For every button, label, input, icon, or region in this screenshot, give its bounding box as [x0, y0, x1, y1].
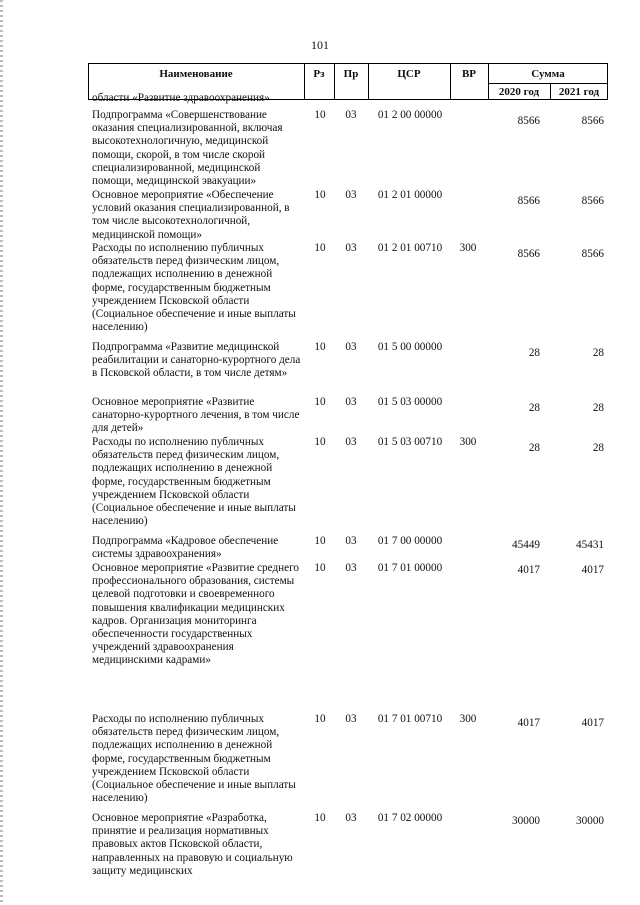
row-sum-2020: 30000	[512, 815, 540, 827]
row-name: Подпрограмма «Совершенствование оказания специализированной, включая высокотехнологичную, медицинской помощи, скорой, в том числе скорой специализированной, медицинской помощи, медицинской эвакуации»	[92, 109, 283, 188]
row-sum-2021: 8566	[581, 195, 604, 207]
row-rz: 10	[314, 562, 326, 574]
row-csr: 01 2 00 00000	[377, 109, 443, 121]
row-sum-2020: 8566	[517, 248, 540, 260]
row-sum-2021: 4017	[581, 564, 604, 576]
row-sum-2020: 4017	[517, 564, 540, 576]
header-2020: 2020 год	[498, 86, 540, 98]
row-csr: 01 7 00 00000	[377, 535, 443, 547]
row-sum-2021: 28	[592, 442, 604, 454]
row-sum-2021: 28	[592, 402, 604, 414]
row-name: Основное мероприятие «Обеспечение условий оказания специализированной, в том числе высокотехнологичной, медицинской помощи»	[92, 189, 290, 241]
row-sum-2021: 28	[592, 347, 604, 359]
row-csr: 01 5 03 00710	[377, 436, 443, 448]
header-2021: 2021 год	[558, 86, 600, 98]
row-pr: 03	[345, 562, 357, 574]
row-sum-2020: 28	[528, 402, 540, 414]
row-csr: 01 7 01 00710	[377, 713, 443, 725]
row-rz: 10	[314, 341, 326, 353]
row-sum-2021: 30000	[576, 815, 604, 827]
row-name: Расходы по исполнению публичных обязательств перед физическим лицом, подлежащих исполнению в денежной форме, государственным бюджетным учреждением Псковской области (Социальное обеспечение и иные выплаты населению)	[92, 713, 296, 805]
header-pr: Пр	[343, 68, 359, 80]
row-sum-2021: 8566	[581, 248, 604, 260]
row-pr: 03	[345, 535, 357, 547]
row-name: области «Развитие здравоохранения»	[92, 92, 270, 104]
row-sum-2020: 8566	[517, 195, 540, 207]
row-rz: 10	[314, 242, 326, 254]
row-name: Основное мероприятие «Развитие санаторно-курортного лечения, в том числе для детей»	[92, 396, 300, 435]
row-csr: 01 2 01 00000	[377, 189, 443, 201]
row-csr: 01 5 03 00000	[377, 396, 443, 408]
row-rz: 10	[314, 189, 326, 201]
row-rz: 10	[314, 109, 326, 121]
row-sum-2020: 28	[528, 442, 540, 454]
row-rz: 10	[314, 812, 326, 824]
header-sum: Сумма	[531, 68, 565, 80]
row-rz: 10	[314, 396, 326, 408]
row-sum-2020: 4017	[517, 717, 540, 729]
row-rz: 10	[314, 535, 326, 547]
row-csr: 01 5 00 00000	[377, 341, 443, 353]
page-number: 101	[311, 38, 329, 52]
row-sum-2020: 45449	[512, 539, 540, 551]
row-rz: 10	[314, 713, 326, 725]
row-vr: 300	[459, 436, 477, 448]
row-sum-2021: 4017	[581, 717, 604, 729]
row-vr: 300	[459, 713, 477, 725]
row-name: Расходы по исполнению публичных обязательств перед физическим лицом, подлежащих исполнению в денежной форме, государственным бюджетным учреждением Псковской области (Социальное обеспечение и иные выплаты населению)	[92, 242, 296, 334]
row-name: Подпрограмма «Кадровое обеспечение системы здравоохранения»	[92, 535, 279, 561]
row-pr: 03	[345, 341, 357, 353]
header-csr: ЦСР	[397, 68, 421, 80]
row-pr: 03	[345, 396, 357, 408]
row-pr: 03	[345, 812, 357, 824]
row-vr: 300	[459, 242, 477, 254]
row-csr: 01 7 01 00000	[377, 562, 443, 574]
row-pr: 03	[345, 713, 357, 725]
row-name: Основное мероприятие «Разработка, принятие и реализация нормативных правовых актов Псковской области, направленных на правовую и социальную защиту медицинских	[92, 812, 293, 877]
row-sum-2021: 8566	[581, 115, 604, 127]
sum-subheader-border	[488, 83, 608, 84]
row-name: Расходы по исполнению публичных обязательств перед физическим лицом, подлежащих исполнению в денежной форме, государственным бюджетным учреждением Псковской области (Социальное обеспечение и иные выплаты населению)	[92, 436, 296, 528]
row-name: Основное мероприятие «Развитие среднего профессионального образования, системы целевой подготовки и своевременного повышения квалификации медицинских кадров. Организация мониторинга обеспеченности государственных учреждений здравоохранения медицинскими кадрами»	[92, 562, 300, 667]
row-pr: 03	[345, 109, 357, 121]
row-rz: 10	[314, 436, 326, 448]
row-pr: 03	[345, 436, 357, 448]
header-name: Наименование	[159, 68, 233, 80]
scan-edge	[0, 0, 3, 905]
row-sum-2021: 45431	[576, 539, 604, 551]
row-csr: 01 7 02 00000	[377, 812, 443, 824]
header-rz: Рз	[313, 68, 325, 80]
header-vr: ВР	[461, 68, 477, 80]
header-top-border	[88, 63, 608, 64]
row-sum-2020: 8566	[517, 115, 540, 127]
row-pr: 03	[345, 242, 357, 254]
row-pr: 03	[345, 189, 357, 201]
row-csr: 01 2 01 00710	[377, 242, 443, 254]
row-name: Подпрограмма «Развитие медицинской реабилитации и санаторно-курортного дела в Псковской области, в том числе детям»	[92, 341, 301, 380]
row-sum-2020: 28	[528, 347, 540, 359]
